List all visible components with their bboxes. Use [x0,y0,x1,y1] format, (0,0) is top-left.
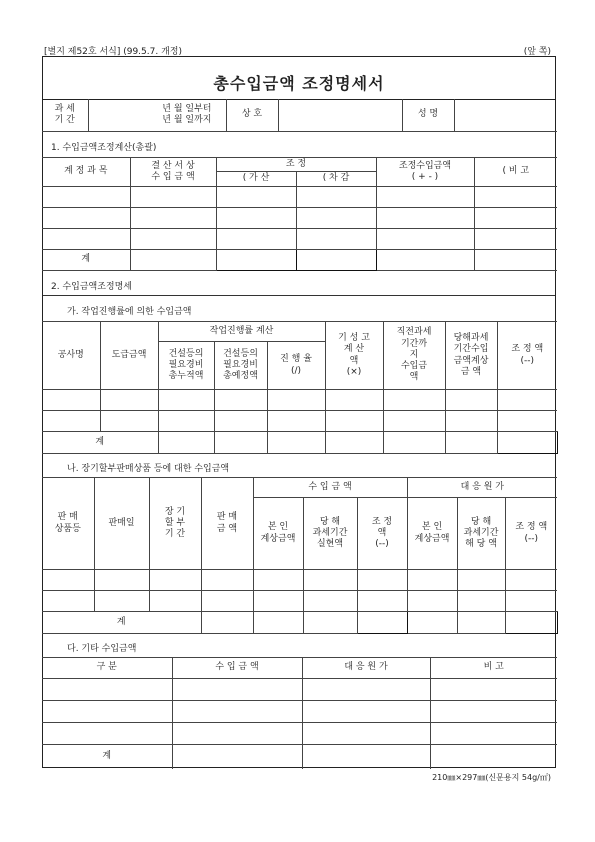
table-cell[interactable] [149,591,201,612]
table-cell[interactable] [302,679,430,701]
table-cell[interactable] [172,679,302,701]
col-income-adjust: 조 정 액 (--) [357,498,407,570]
total-label: 계 [42,432,158,454]
col-income-group: 수 입 금 액 [253,478,407,498]
section1-table [42,157,557,271]
total-cell[interactable] [296,249,376,270]
col-item: 판 매 상품등 [42,478,94,570]
form-reference: [별지 제52호 서식] (99.5.7. 개정) [44,47,182,57]
col-remarks: ( 비 고 [474,158,557,187]
table-cell[interactable] [407,591,457,612]
period-range[interactable]: 년 월 일부터 년 월 일까지 [88,99,226,132]
table-cell[interactable] [130,186,216,207]
table-cell[interactable] [383,411,445,432]
col-cost: 대 응 원 가 [302,658,430,679]
col-total-cost: 건설등의 필요경비 총예정액 [214,342,267,390]
col-cost-period: 당 해 과세기간 해 당 액 [457,498,505,570]
col-sale-date: 판매일 [94,478,149,570]
table-cell[interactable] [505,570,557,591]
table-cell[interactable] [445,411,497,432]
col-cost-adjust: 조 정 액 (--) [505,498,557,570]
col-remarks: 비 고 [430,658,557,679]
total-cell[interactable] [130,249,216,270]
col-prev-calc: 기 성 고 계 산 액 (×) [325,322,383,390]
period-label: 과 세 기 간 [42,99,88,132]
form-title: 총수입금액 조정명세서 [213,74,385,93]
table-cell[interactable] [430,723,557,745]
section2-title: 2. 수입금액조정명세 [51,282,133,292]
total-cell[interactable] [214,432,267,454]
col-income-actual: 당 해 과세기간 실현액 [303,498,357,570]
total-cell[interactable] [267,432,325,454]
table-cell[interactable] [430,701,557,723]
total-cell[interactable] [407,612,457,634]
table-cell[interactable] [497,411,557,432]
table-cell[interactable] [457,570,505,591]
col-contract-amount: 도급금액 [100,322,158,390]
col-income: 수 입 금 액 [172,658,302,679]
period-block [42,99,557,132]
col-prior-income: 직전과세 기간까 지 수입금 액 [383,322,445,390]
table-cell[interactable] [383,390,445,411]
col-cum-cost: 건설등의 필요경비 총누적액 [158,342,214,390]
total-cell[interactable] [376,249,474,270]
table-cell[interactable] [497,390,557,411]
table-cell[interactable] [42,570,94,591]
table-cell[interactable] [325,390,383,411]
col-adjust-amount: 조 정 액 (--) [497,322,557,390]
table-cell[interactable] [445,390,497,411]
table-cell[interactable] [505,591,557,612]
total-cell[interactable] [430,745,557,769]
form-frame [42,56,556,768]
table-cell[interactable] [407,570,457,591]
col-deduct: ( 차 감 [296,171,376,186]
table-cell[interactable] [130,207,216,228]
col-installment: 장 기 할 부 기 간 [149,478,201,570]
col-income-self: 본 인 계상금액 [253,498,303,570]
col-sale-amount: 판 매 금 액 [201,478,253,570]
col-cost-group: 대 응 원 가 [407,478,557,498]
total-cell[interactable] [303,612,357,634]
col-cost-self: 본 인 계상금액 [407,498,457,570]
table-cell[interactable] [216,186,296,207]
table-cell[interactable] [214,411,267,432]
table-cell[interactable] [474,186,557,207]
col-adjust: 조 정 [216,158,376,172]
total-cell[interactable] [325,432,383,454]
table-cell[interactable] [216,207,296,228]
table-cell[interactable] [357,570,407,591]
paper-spec: 210㎜×297㎜(신문용지 54g/㎡) [432,773,551,782]
table-cell[interactable] [357,591,407,612]
table-cell[interactable] [100,411,158,432]
page-side-label: (앞 쪽) [523,47,551,57]
table-cell[interactable] [474,207,557,228]
divider [43,295,555,296]
col-adjusted-income: 조정수입금액 ( + - ) [376,158,474,187]
trade-name-field[interactable] [278,99,402,132]
col-progress-calc: 작업진행률 계산 [158,322,325,342]
section2a-title: 가. 작업진행률에 의한 수입금액 [67,307,192,317]
total-cell[interactable] [158,432,214,454]
table-cell[interactable] [253,591,303,612]
total-cell[interactable] [253,612,303,634]
section2b-title: 나. 장기할부판매상품 등에 대한 수입금액 [67,464,230,474]
total-cell[interactable] [505,612,557,634]
table-cell[interactable] [42,228,130,249]
col-current-income: 당해과세 기간수입 금액계상 금 액 [445,322,497,390]
total-label: 계 [42,612,201,634]
table-cell[interactable] [267,390,325,411]
table-cell[interactable] [296,186,376,207]
table-cell[interactable] [42,591,94,612]
total-cell[interactable] [216,249,296,270]
section1-title: 1. 수입금액조정계산(총괄) [51,143,157,153]
table-cell[interactable] [376,228,474,249]
table-cell[interactable] [296,228,376,249]
col-project: 공사명 [42,322,100,390]
table-cell[interactable] [267,411,325,432]
table-cell[interactable] [457,591,505,612]
total-cell[interactable] [497,432,557,454]
table-cell[interactable] [42,186,130,207]
section2a-table [42,321,558,454]
total-cell[interactable] [445,432,497,454]
col-add: ( 가 산 [216,171,296,186]
col-book-income: 결 산 서 상 수 입 금 액 [130,158,216,187]
table-cell[interactable] [158,390,214,411]
table-cell[interactable] [94,570,149,591]
total-cell[interactable] [302,745,430,769]
table-cell[interactable] [42,207,130,228]
table-cell[interactable] [42,723,172,745]
table-cell[interactable] [149,570,201,591]
section2c-title: 다. 기타 수입금액 [67,644,137,654]
table-cell[interactable] [42,679,172,701]
person-name-label: 성 명 [402,99,454,132]
table-cell[interactable] [303,570,357,591]
table-cell[interactable] [172,723,302,745]
table-cell[interactable] [296,207,376,228]
table-cell[interactable] [302,701,430,723]
col-progress-rate: 진 행 율 (/) [267,342,325,390]
person-name-field[interactable] [454,99,557,132]
total-cell[interactable] [383,432,445,454]
table-cell[interactable] [172,701,302,723]
total-cell[interactable] [457,612,505,634]
table-cell[interactable] [376,186,474,207]
table-cell[interactable] [214,390,267,411]
total-cell[interactable] [172,745,302,769]
total-label: 계 [42,249,130,270]
total-cell[interactable] [474,249,557,270]
table-cell[interactable] [100,390,158,411]
col-category: 구 분 [42,658,172,679]
table-cell[interactable] [253,570,303,591]
table-cell[interactable] [158,411,214,432]
table-cell[interactable] [42,390,100,411]
table-cell[interactable] [474,228,557,249]
table-cell[interactable] [302,723,430,745]
total-cell[interactable] [201,612,253,634]
section2b-table [42,477,558,634]
table-cell[interactable] [42,411,100,432]
table-cell[interactable] [325,411,383,432]
total-label: 계 [42,745,172,769]
trade-name-label: 상 호 [226,99,278,132]
table-cell[interactable] [201,570,253,591]
table-cell[interactable] [42,701,172,723]
table-cell[interactable] [303,591,357,612]
table-cell[interactable] [430,679,557,701]
table-cell[interactable] [201,591,253,612]
table-cell[interactable] [94,591,149,612]
table-cell[interactable] [130,228,216,249]
table-cell[interactable] [376,207,474,228]
col-account: 계 정 과 목 [42,158,130,187]
table-cell[interactable] [216,228,296,249]
total-cell[interactable] [357,612,407,634]
section2c-table [42,657,557,769]
